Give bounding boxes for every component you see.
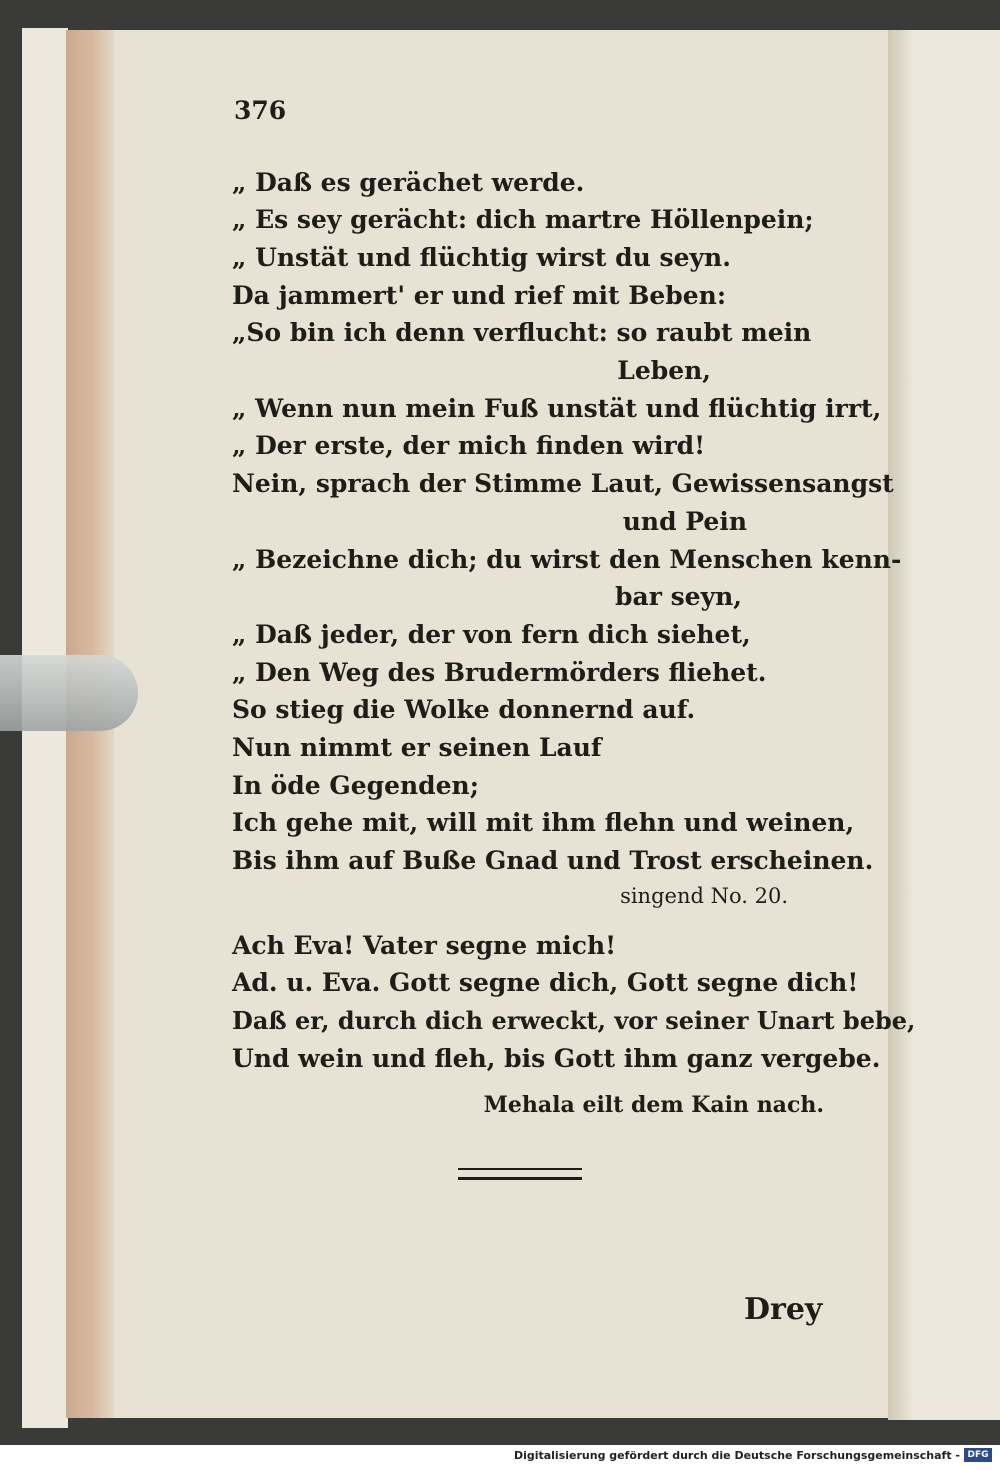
text-line: In öde Gegenden; xyxy=(232,771,479,800)
text-line: „ Den Weg des Brudermörders fliehet. xyxy=(232,658,767,687)
text-line: „ Daß jeder, der von fern dich siehet, xyxy=(232,620,751,649)
text-line: „ Wenn nun mein Fuß unstät und flüchtig irrt, xyxy=(232,394,882,423)
text-line: Nun nimmt er seinen Lauf xyxy=(232,733,602,762)
footer-credit: Digitalisierung gefördert durch die Deutsche Forschungsgemeinschaft - xyxy=(513,1449,960,1462)
text-line: Daß er, durch dich erweckt, vor seiner Unart bebe, xyxy=(232,1006,916,1035)
stage-direction: Mehala eilt dem Kain nach. xyxy=(483,1092,824,1118)
text-line: „ Unstät und flüchtig wirst du seyn. xyxy=(232,243,731,272)
text-line: Und wein und fleh, bis Gott ihm ganz vergebe. xyxy=(232,1044,881,1073)
text-line: Nein, sprach der Stimme Laut, Gewissensangst xyxy=(232,469,894,498)
text-line: „ Der erste, der mich finden wird! xyxy=(232,431,706,460)
page-number: 376 xyxy=(234,96,287,125)
text-line: bar seyn, xyxy=(615,582,742,611)
text-line: So stieg die Wolke donnernd auf. xyxy=(232,695,696,724)
book-spine xyxy=(888,30,912,1420)
text-line: Ach Eva! Vater segne mich! xyxy=(232,931,617,960)
text-line: „ Daß es gerächet werde. xyxy=(232,168,585,197)
text-line: Bis ihm auf Buße Gnad und Trost erscheinen. xyxy=(232,846,874,875)
book-page xyxy=(66,30,892,1418)
text-line: Ad. u. Eva. Gott segne dich, Gott segne dich! xyxy=(232,968,859,997)
dfg-logo: DFG xyxy=(964,1448,992,1462)
ornamental-rule xyxy=(458,1168,582,1180)
text-line: „ Bezeichne dich; du wirst den Menschen kenn- xyxy=(232,545,902,574)
stage-direction: singend No. 20. xyxy=(620,884,788,908)
text-line: Leben, xyxy=(617,356,711,385)
text-line: und Pein xyxy=(622,507,747,536)
page-clip xyxy=(0,655,138,731)
text-line: Ich gehe mit, will mit ihm flehn und weinen, xyxy=(232,808,855,837)
text-line: „ Es sey gerächt: dich martre Höllenpein; xyxy=(232,205,814,234)
catchword: Drey xyxy=(744,1292,823,1327)
text-line: Da jammert' er und rief mit Beben: xyxy=(232,281,727,310)
text-line: „So bin ich denn verflucht: so raubt mein xyxy=(232,318,812,347)
facing-page xyxy=(912,30,1000,1420)
